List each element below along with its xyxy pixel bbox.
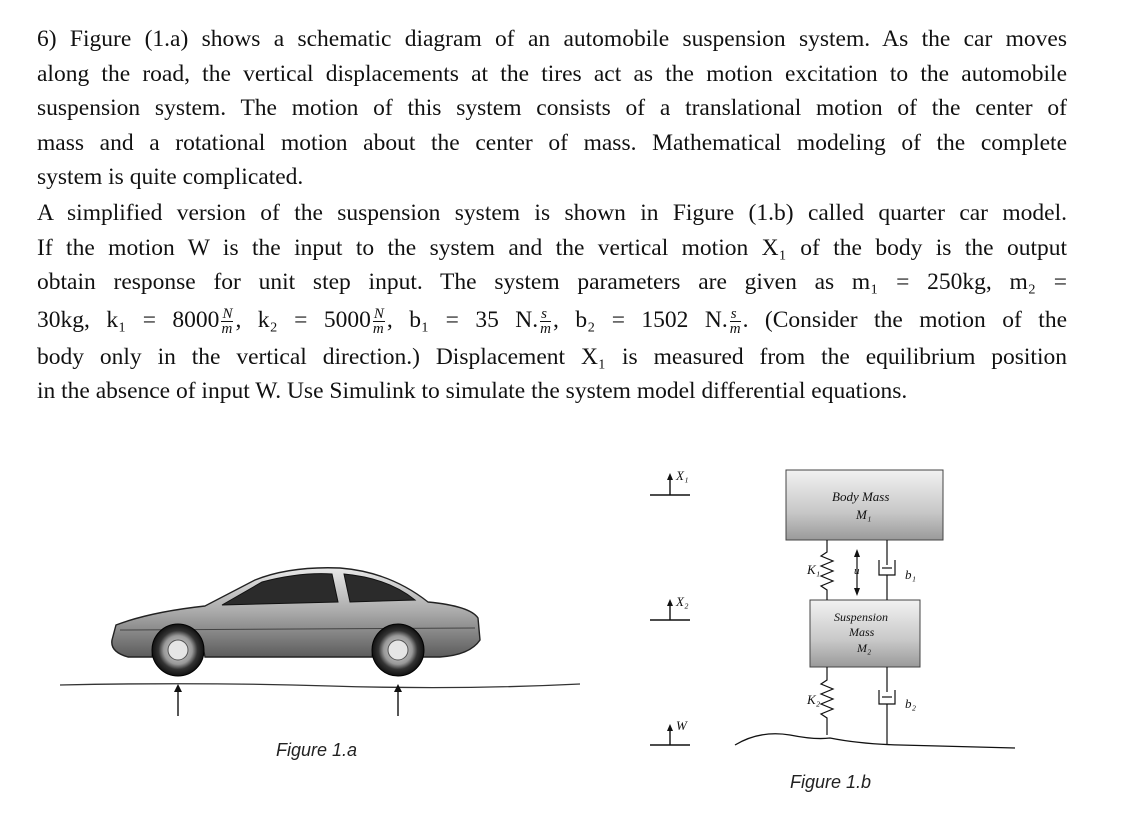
frac-den: m	[729, 320, 741, 337]
body-mass-block	[786, 470, 943, 540]
frac-num: s	[730, 307, 741, 322]
b1-label: b₁	[905, 567, 917, 582]
u-label: u	[854, 565, 860, 577]
text-line: suspension system. The motion of this system consists of a translational motion of the center of	[37, 95, 1067, 121]
x1-label: X₁	[676, 468, 689, 483]
text-line: in the absence of input W. Use Simulink to simulate the system model differential equations.	[37, 378, 908, 404]
k1-label: K₁	[807, 562, 821, 577]
k2-label: K₂	[807, 692, 821, 707]
quarter-car-model	[735, 470, 1015, 748]
frac-num: N	[373, 305, 384, 322]
frac-den: m	[221, 320, 233, 337]
spring-k2	[821, 667, 833, 735]
text-line: body only in the vertical direction.) Displacement X₁ is measured from the equilibrium position	[37, 343, 1067, 370]
w-label: W	[676, 718, 687, 733]
suspension-mass-symbol: M₂	[857, 641, 872, 655]
param-text: , b₁ = 35 N.	[386, 306, 539, 333]
x2-label: X₂	[676, 594, 689, 609]
frac-den: m	[372, 320, 384, 337]
body-mass-symbol: M₁	[856, 507, 872, 522]
frac-den: m	[540, 320, 551, 337]
param-text: , k₂ = 5000	[235, 306, 371, 333]
text-line: If the motion W is the input to the system and the vertical motion X₁ of the body is the output	[37, 234, 1067, 261]
car-illustration	[60, 568, 580, 716]
text-line: mass and a rotational motion about the center of mass. Mathematical modeling of the complete	[37, 129, 1067, 156]
param-text: 30kg, k₁ = 8000	[37, 306, 220, 333]
suspension-mass-label: Suspension	[834, 610, 888, 624]
text-line: obtain response for unit step input. The system parameters are given as m₁ = 250kg, m₂ =	[37, 269, 1067, 295]
text-line: 6) Figure (1.a) shows a schematic diagram of an automobile suspension system. As the car moves	[37, 26, 1067, 52]
b2-label: b₂	[905, 696, 917, 711]
body-mass-label: Body Mass	[832, 489, 890, 504]
suspension-mass-label-2: Mass	[849, 625, 875, 639]
frac-num: N	[222, 305, 233, 322]
road-line	[60, 684, 580, 688]
param-text: . (Consider the motion of the	[742, 306, 1068, 333]
spring-k1	[821, 540, 833, 600]
figure-b-caption: Figure 1.b	[790, 772, 872, 792]
text-line: system is quite complicated.	[37, 164, 304, 190]
param-text: , b₂ = 1502 N.	[553, 306, 728, 333]
figure-a-caption: Figure 1.a	[276, 740, 358, 760]
text-line: A simplified version of the suspension system is shown in Figure (1.b) called quarter car model.	[37, 200, 1067, 226]
frac-num: s	[540, 307, 551, 322]
text-line: along the road, the vertical displacements at the tires act as the motion excitation to the automobile	[37, 60, 1067, 87]
road-profile	[735, 734, 1015, 748]
